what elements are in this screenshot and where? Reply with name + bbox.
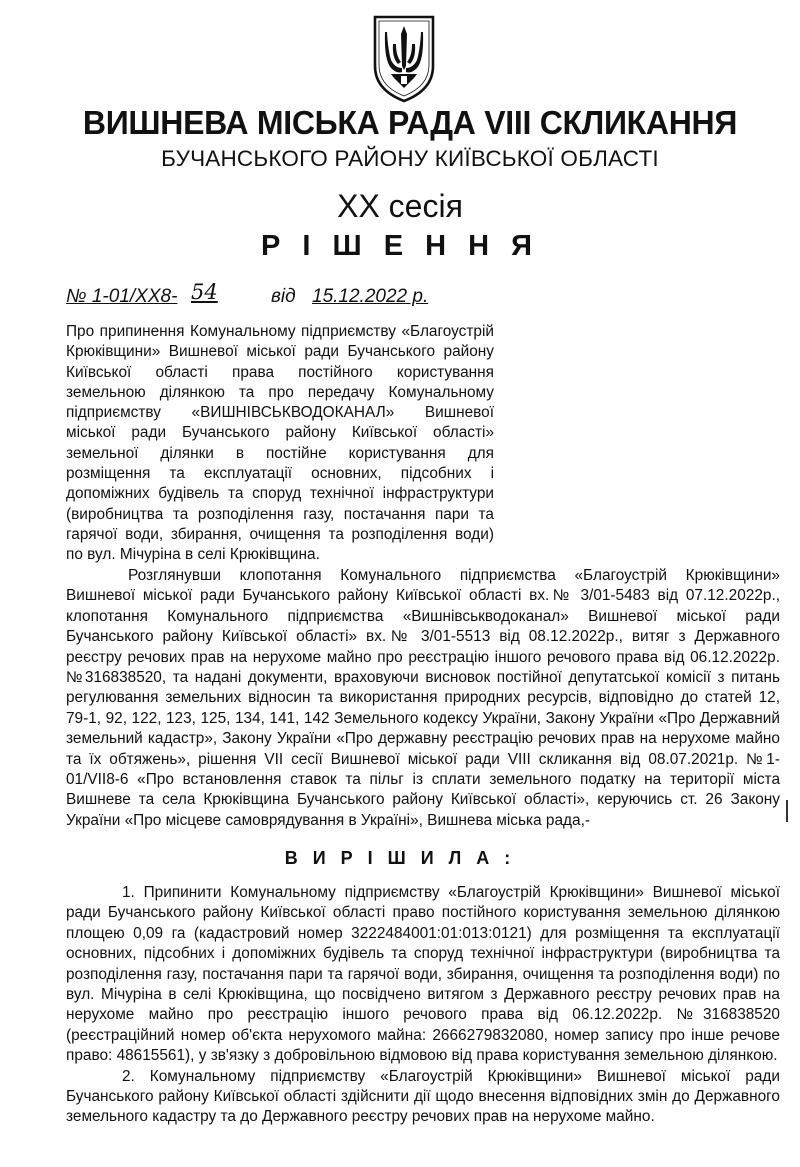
document-number-prefix: № 1-01/ХХ8- — [66, 286, 178, 307]
resolution-item: 2. Комунальному підприємству «Благоустрій Крюківщини» Вишневої міської ради Бучанського району Київської області здійснити дії щодо внесення відповідних змін до Державного земельного кадастру та до Державного реєстру речових прав на нерухоме майно. — [66, 1067, 780, 1126]
resolved-heading: В И Р І Ш И Л А : — [284, 848, 516, 868]
date-word: від — [271, 286, 296, 307]
preamble-text: Розглянувши клопотання Комунального підприємства «Благоустрій Крюківщини» Вишневої міської ради Бучанського району Київської області вх.№ 3/01-5483 від 07.12.2022р., клопотання Комунального підприємства «Вишнівськводоканал» Вишневої міської ради Бучанського району Київської області» вх.№ 3/01-5513 від 08.12.2022р., витяг з Державного реєстру речових прав на нерухоме майно про реєстрацію іншого речового права від 06.12.2022р. №316838520, та надані документи, враховуючи висновок постійної депутатської комісії з питань регулювання земельних відносин та використання природних ресурсів, відповідно до статей 12, 79-1, 92, 122, 123, 125, 134, 141, 142 Земельного кодексу України, Закону України «Про Державний земельний кадастр», Закону України «Про державну реєстрацію речових прав на нерухоме майно та їх обтяжень», рішення VII сесії Вишневої міської ради VIII скликання від 08.07.2021р. №1-01/VII8-6 «Про встановлення ставок та пільг із сплати земельного податку на території міста Вишневе та села Крюківщина Бучанського району Київської області», керуючись ст. 26 Закону України «Про місцеве самоврядування в Україні», Вишнева міська рада,- — [66, 567, 780, 829]
document-number-line — [66, 282, 566, 312]
preamble — [66, 566, 780, 831]
margin-mark — [786, 800, 792, 822]
document-number-handwritten: 54 — [191, 280, 218, 304]
district-line: БУЧАНСЬКОГО РАЙОНУ КИЇВСЬКОЇ ОБЛАСТІ — [161, 146, 659, 171]
tryzub-coat-of-arms-icon — [371, 14, 437, 104]
subject-text: Про припинення Комунальному підприємству «Благоустрій Крюківщини» Вишневої міської ради Бучанського району Київської області права постійного користування земельною ділянкою та про передачу Комунальному підприємству «ВИШНІВСЬКВОДОКАНАЛ» Вишневої міської ради Бучанського району Київської області» земельної ділянки в постійне користування для розміщення та експлуатації основних, підсобних і допоміжних будівель та споруд технічної інфраструктури (виробництва та розподілення газу, постачання пари та гарячої води, збирання, очищення та розподілення води) по вул. Мічуріна в селі Крюківщина. — [66, 323, 494, 564]
document-date: 15.12.2022 р. — [312, 286, 429, 307]
session-title: ХХ сесія — [337, 188, 463, 224]
council-name: ВИШНЕВА МІСЬКА РАДА VIII СКЛИКАННЯ — [82, 104, 738, 141]
resolution-items — [66, 883, 780, 1128]
resolution-item: 1. Припинити Комунальному підприємству «Благоустрій Крюківщини» Вишневої міської ради Бучанського району Київської області право постійного користування земельною ділянкою площею 0,09 га (кадастровий номер 3222484001:01:013:0121) для розміщення та експлуатації основних, підсобних і допоміжних будівель та споруд технічної інфраструктури (виробництва та розподілення газу, постачання пари та гарячої води, збирання, очищення та розподілення води) по вул. Мічуріна в селі Крюківщина, що посвідчено витягом з Державного реєстру речових прав на нерухоме майно про реєстрацію іншого речового права від 06.12.2022р. №316838520 (реєстраційний номер об'єкта нерухомого майна: 2666279832080, номер запису про інше речове право: 48615561), у зв'язку з добровільною відмовою від права користування земельною ділянкою. — [66, 884, 780, 1065]
decision-subject — [66, 322, 494, 566]
decision-title: Р І Ш Е Н Н Я — [261, 230, 539, 262]
